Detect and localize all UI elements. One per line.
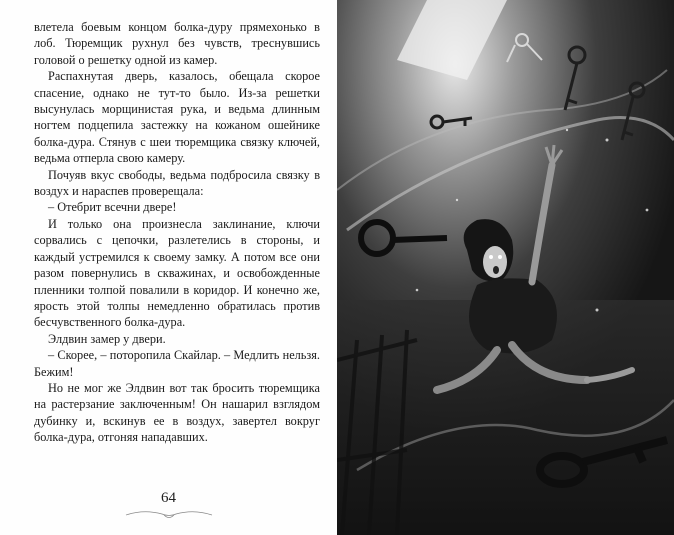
paragraph-6: Элдвин замер у двери. — [48, 331, 166, 346]
paragraph-2: Распахнутая дверь, казалось, обещала скорое спасение, однако не тут-то было. Из-за решетки высунулась морщинистая рука, и ведьма длинным ногтем подцепила застежку на кожаном ошейнике болка-дура. Стянув с шеи тюремщика связку ключей, ведьма отперла свою камеру. — [34, 69, 320, 166]
paragraph-1: влетела боевым концом болка-дуру прямехонько в лоб. Тюремщик рухнул без чувств, треснувшись головой о решетку одной из камер. — [34, 20, 320, 67]
witch-illustration — [337, 0, 674, 535]
paragraph-3: Почуяв вкус свободы, ведьма подбросила связку в воздух и нараспев проверещала: — [34, 167, 320, 199]
paragraph-5: И только она произнесла заклинание, ключи сорвались с цепочки, разлетелись в стороны, и каждый устремился к своему замку. А потом все они разом повернулись в скважинах, и освобожденные пленники толпой повалили в коридор. И конечно же, ярость этой толпы немедленно обратилась против бесчувственного болка-дура. — [34, 216, 320, 330]
book-text — [34, 19, 320, 446]
paragraph-4: – Отебрит всечни двере! — [48, 200, 177, 215]
paragraph-7: – Скорее, – поторопила Скайлар. – Медлить нельзя. Бежим! — [34, 348, 320, 379]
illustration-page — [337, 0, 674, 535]
page-number-ornament — [124, 507, 214, 521]
paragraph-8: Но не мог же Элдвин вот так бросить тюремщика на растерзание заключенным! Он нашарил взглядом дубинку и, вскинув ее в воздух, завертел вокруг болка-дура, отгоняя нападавших. — [34, 380, 320, 445]
page-number: 64 — [161, 490, 176, 506]
